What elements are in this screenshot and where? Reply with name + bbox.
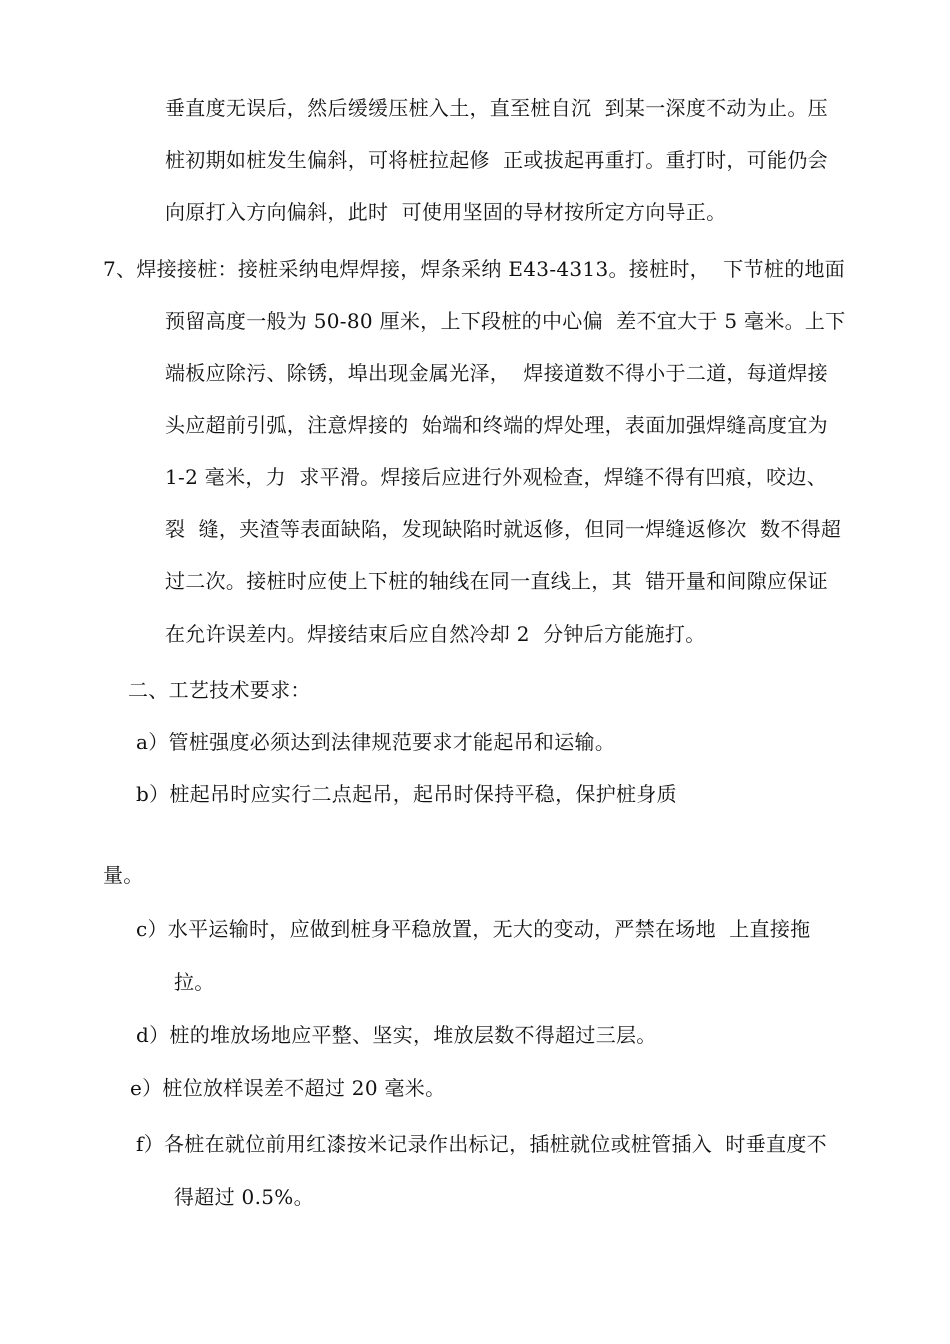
text-line: 垂直度无误后，然后缓缓压桩入土，直至桩自沉 到某一深度不动为止。压 (165, 96, 828, 120)
list-item: f）各桩在就位前用红漆按米记录作出标记，插桩就位或桩管插入 时垂直度不 (136, 1132, 827, 1156)
text-line: 预留高度一般为 50-80 厘米，上下段桩的中心偏 差不宜大于 5 毫米。上下 (165, 309, 846, 333)
list-item: b）桩起吊时应实行二点起吊，起吊时保持平稳，保护桩身质 (136, 782, 677, 806)
text-line: 过二次。接桩时应使上下桩的轴线在同一直线上，其 错开量和间隙应保证 (165, 569, 828, 593)
text-line: 1-2 毫米，力 求平滑。焊接后应进行外观检查，焊缝不得有凹痕，咬边、 (165, 465, 828, 489)
text-line: 在允许误差内。焊接结束后应自然冷却 2 分钟后方能施打。 (165, 622, 706, 646)
text-line: 向原打入方向偏斜，此时 可使用坚固的导材按所定方向导正。 (165, 200, 727, 224)
text-line: 7、焊接接桩：接桩采纳电焊焊接，焊条采纳 E43-4313。接桩时， 下节桩的地面 (103, 257, 846, 281)
text-line: 拉。 (174, 970, 215, 994)
text-line: 量。 (103, 863, 144, 887)
text-line: 端板应除污、除锈，埠出现金属光泽， 焊接道数不得小于二道，每道焊接 (165, 361, 828, 385)
text-line: 桩初期如桩发生偏斜，可将桩拉起修 正或拔起再重打。重打时，可能仍会 (165, 148, 828, 172)
text-line: 头应超前引弧，注意焊接的 始端和终端的焊处理，表面加强焊缝高度宜为 (165, 413, 828, 437)
list-item: e）桩位放样误差不超过 20 毫米。 (130, 1076, 446, 1100)
list-item: a）管桩强度必须达到法律规范要求才能起吊和运输。 (136, 730, 616, 754)
section-heading: 二、工艺技术要求： (128, 678, 311, 702)
list-item: c）水平运输时，应做到桩身平稳放置，无大的变动，严禁在场地 上直接拖 (136, 917, 811, 941)
list-item: d）桩的堆放场地应平整、坚实，堆放层数不得超过三层。 (136, 1023, 657, 1047)
text-line: 得超过 0.5%。 (174, 1185, 314, 1209)
text-line: 裂 缝，夹渣等表面缺陷，发现缺陷时就返修，但同一焊缝返修次 数不得超 (165, 517, 842, 541)
